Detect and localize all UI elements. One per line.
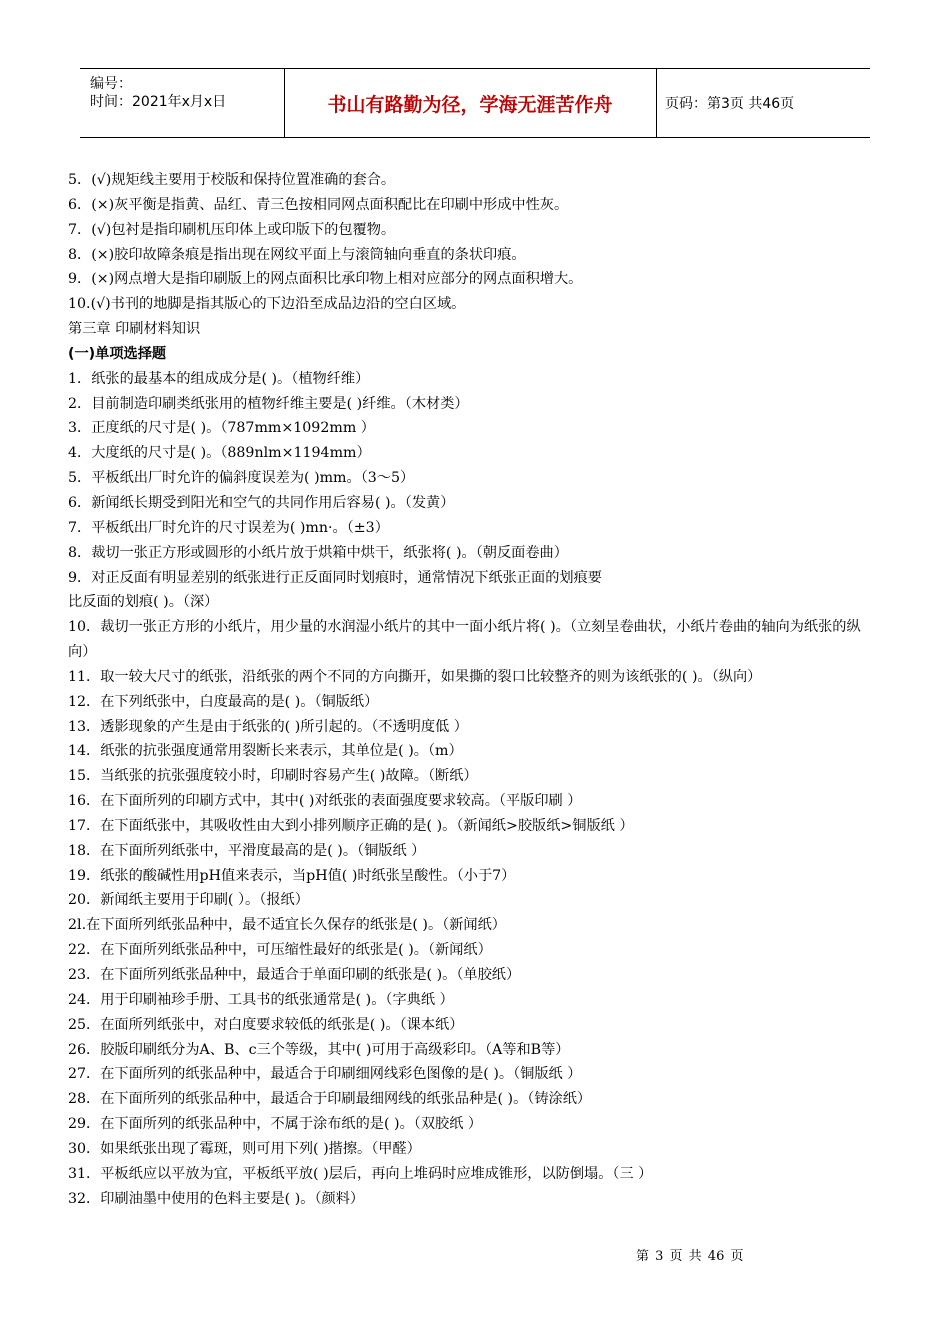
question-line: 2．目前制造印刷类纸张用的植物纤维主要是( )纤维。（木材类） xyxy=(68,395,469,412)
question-line: 20．新闻纸主要用于印刷( ）。（报纸） xyxy=(68,892,309,909)
question-line: 30．如果纸张出现了霉斑，则可用下列( )揩擦。（甲醛） xyxy=(68,1140,421,1157)
question-line: 22．在下面所列纸张品种中，可压缩性最好的纸张是( )。（新闻纸） xyxy=(68,942,492,959)
question-line: 26．胶版印刷纸分为A、B、c三个等级，其中( )可用于高级彩印。（A等和B等） xyxy=(68,1041,570,1058)
question-line: 比反面的划痕( )。（深） xyxy=(68,594,219,611)
question-line: 8．裁切一张正方形或圆形的小纸片放于烘箱中烘干，纸张将( )。（朝反面卷曲） xyxy=(68,544,568,561)
answer-line: 7．(√)包衬是指印刷机压印体上或印版下的包覆物。 xyxy=(68,221,396,238)
question-line xyxy=(68,1211,880,1236)
question-line: 28．在下面所列的纸张品种中，最适合于印刷最细网线的纸张品种是( )。（铸涂纸） xyxy=(68,1091,592,1108)
question-line: 9．对正反面有明显差别的纸张进行正反面同时划痕时，通常情况下纸张正面的划痕要 xyxy=(68,569,602,586)
question-line: 13．透影现象的产生是由于纸张的( )所引起的。（不透明度低 ） xyxy=(68,718,468,735)
answer-line: 6．(×)灰平衡是指黄、品红、青三色按相同网点面积配比在印刷中形成中性灰。 xyxy=(68,196,569,213)
question-line: 2l.在下面所列纸张品种中，最不适宜长久保存的纸张是( )。（新闻纸） xyxy=(68,917,506,934)
document-body xyxy=(68,168,880,1236)
header-motto: 书山有路勤为径，学海无涯苦作舟 xyxy=(284,69,657,137)
question-line: 25．在面所列纸张中，对白度要求较低的纸张是( )。（课本纸） xyxy=(68,1016,464,1033)
header-meta-cell xyxy=(80,69,285,137)
chapter-title: 第三章 印刷材料知识 xyxy=(68,321,201,338)
question-line: 12．在下列纸张中，白度最高的是( )。（铜版纸） xyxy=(68,693,379,710)
question-line: 23．在下面所列纸张品种中，最适合于单面印刷的纸张是( )。（单胶纸） xyxy=(68,967,521,983)
answer-line: 10.(√)书刊的地脚是指其版心的下边沿至成品边沿的空白区域。 xyxy=(68,296,466,313)
header-page-info: 页码：第3页 共46页 xyxy=(665,96,795,112)
question-line: 29．在下面所列的纸张品种中，不属于涂布纸的是( )。（双胶纸 ） xyxy=(68,1116,483,1133)
question-line: 17．在下面纸张中，其吸收性由大到小排列顺序正确的是( )。（新闻纸>胶版纸>铜版纸 ） xyxy=(68,817,634,834)
number-label: 编号： xyxy=(90,76,132,92)
date-label: 时间：2021年x月x日 xyxy=(90,94,227,110)
question-line: 6．新闻纸长期受到阳光和空气的共同作用后容易( )。（发黄） xyxy=(68,494,455,511)
answer-line: 5．(√)规矩线主要用于校版和保持位置准确的套合。 xyxy=(68,172,396,188)
question-line: 19．纸张的酸碱性用pH值来表示，当pH值( )时纸张呈酸性。（小于7） xyxy=(68,867,516,884)
question-line: 24．用于印刷袖珍手册、工具书的纸张通常是( )。（字典纸 ） xyxy=(68,991,454,1008)
section-title: (一)单项选择题 xyxy=(68,345,167,362)
question-line: 27．在下面所列的纸张品种中，最适合于印刷细网线彩色图像的是( )。（铜版纸 ） xyxy=(68,1066,582,1083)
answer-line: 9．(×)网点增大是指印刷版上的网点面积比承印物上相对应部分的网点面积增大。 xyxy=(68,271,583,288)
question-line: 32．印刷油墨中使用的色料主要是( )。（颜料） xyxy=(68,1190,365,1207)
question-line: 5．平板纸出厂时允许的偏斜度误差为( )mm。（3～5） xyxy=(68,470,415,487)
question-line: 1．纸张的最基本的组成成分是( )。（植物纤维） xyxy=(68,370,370,387)
answer-line: 8．(×)胶印故障条痕是指出现在网纹平面上与滚筒轴向垂直的条状印痕。 xyxy=(68,246,526,263)
page-header xyxy=(80,68,870,138)
page-footer: 第 3 页 共 46 页 xyxy=(636,1249,744,1264)
question-line: 3．正度纸的尺寸是( )。（787mm×1092mm ） xyxy=(68,420,375,437)
question-line: 11．取一较大尺寸的纸张，沿纸张的两个不同的方向撕开，如果撕的裂口比较整齐的则为该纸张的( )。（纵向） xyxy=(68,668,762,685)
question-line: 31．平板纸应以平放为宜，平板纸平放( )层后，再向上堆码时应堆成锥形，以防倒塌。（三 ） xyxy=(68,1165,653,1182)
question-line: 18．在下面所列纸张中，平滑度最高的是( )。（铜版纸 ） xyxy=(68,842,426,859)
question-line: 14．纸张的抗张强度通常用裂断长来表示，其单位是( )。（m） xyxy=(68,743,463,760)
question-line: 15．当纸张的抗张强度较小时，印刷时容易产生( )故障。（断纸） xyxy=(68,768,478,785)
question-line: 10．裁切一张正方形的小纸片，用少量的水润湿小纸片的其中一面小纸片将( )。（立刻呈卷曲状，小纸片卷曲的轴向为纸张的纵向） xyxy=(68,619,861,661)
question-line: 7．平板纸出厂时允许的尺寸误差为( )mn·。（±3） xyxy=(68,519,389,536)
question-line: 16．在下面所列的印刷方式中，其中( )对纸张的表面强度要求较高。（平版印刷 ） xyxy=(68,793,582,810)
question-line: 4．大度纸的尺寸是( )。（889nlm×1194mm） xyxy=(68,445,371,462)
